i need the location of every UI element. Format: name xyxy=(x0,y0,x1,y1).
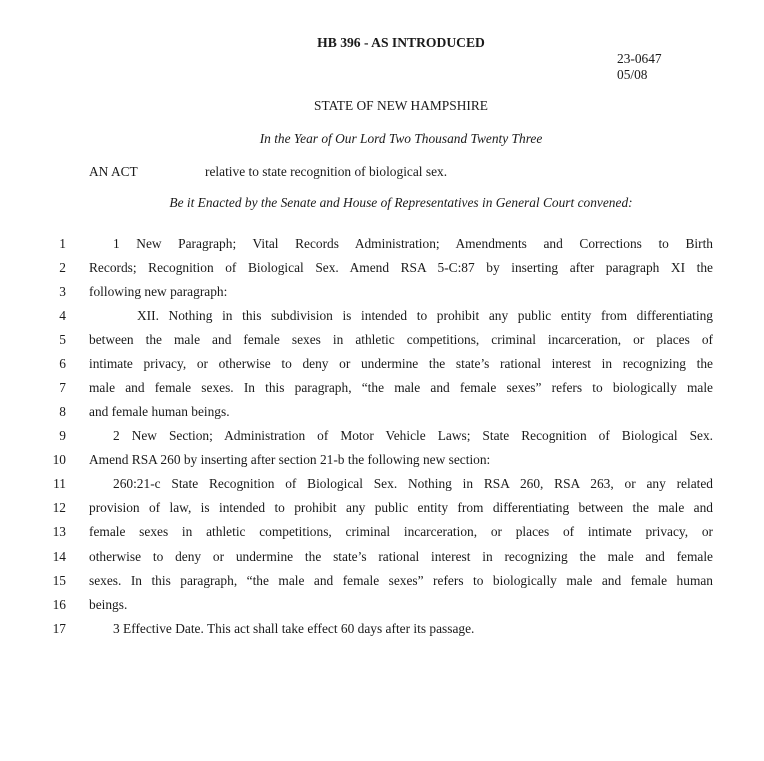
bill-text-line: sexes. In this paragraph, “the male and female sexes” refers to biologically male and female human xyxy=(89,573,713,588)
bill-text-line: 3 Effective Date. This act shall take effect 60 days after its passage. xyxy=(113,621,475,636)
line-number: 1 xyxy=(59,236,66,251)
bill-text-line: following new paragraph: xyxy=(89,284,228,299)
bill-text-line: female sexes in athletic competitions, criminal incarceration, or places of intimate privacy, or xyxy=(89,524,713,539)
line-number: 17 xyxy=(52,621,66,636)
bill-text-line: between the male and female sexes in athletic competitions, criminal incarceration, or places of xyxy=(89,332,713,347)
line-number: 10 xyxy=(52,452,66,467)
bill-text-line: provision of law, is intended to prohibit any public entity from differentiating between the male and xyxy=(89,500,713,515)
bill-text-line: otherwise to deny or undermine the state’s rational interest in recognizing the male and female xyxy=(89,549,713,564)
line-number: 2 xyxy=(59,260,66,275)
bill-text-line: and female human beings. xyxy=(89,404,230,419)
act-label: AN ACT xyxy=(89,164,138,179)
bill-text-line: 1 New Paragraph; Vital Records Administration; Amendments and Corrections to Birth xyxy=(113,236,713,251)
line-number: 6 xyxy=(59,356,66,371)
bill-text-line: beings. xyxy=(89,597,128,612)
line-number: 5 xyxy=(59,332,66,347)
bill-text-line: Records; Recognition of Biological Sex. Amend RSA 5-C:87 by inserting after paragraph XI the xyxy=(89,260,713,275)
doc-number: 23-0647 xyxy=(617,51,662,66)
act-description: relative to state recognition of biological sex. xyxy=(205,164,448,179)
line-number: 11 xyxy=(53,476,66,491)
bill-text-line: XII. Nothing in this subdivision is intended to prohibit any public entity from differentiating xyxy=(137,308,713,323)
line-number: 8 xyxy=(59,404,66,419)
bill-text-line: 260:21-c State Recognition of Biological Sex. Nothing in RSA 260, RSA 263, or any related xyxy=(113,476,713,491)
bill-text-line: male and female sexes. In this paragraph, “the male and female sexes” refers to biologically male xyxy=(89,380,713,395)
bill-text-line: Amend RSA 260 by inserting after section 21-b the following new section: xyxy=(89,452,491,467)
bill-text-line: 2 New Section; Administration of Motor Vehicle Laws; State Recognition of Biological Sex. xyxy=(113,428,713,443)
line-number: 3 xyxy=(59,284,66,299)
line-number: 9 xyxy=(59,428,66,443)
line-number: 7 xyxy=(59,380,66,395)
line-number: 14 xyxy=(52,549,66,564)
bill-text-line: intimate privacy, or otherwise to deny or undermine the state’s rational interest in recognizing the xyxy=(89,356,713,371)
line-number: 4 xyxy=(59,308,66,323)
doc-date: 05/08 xyxy=(617,67,648,82)
year-line: In the Year of Our Lord Two Thousand Twenty Three xyxy=(259,131,543,146)
line-number: 15 xyxy=(52,573,66,588)
line-number: 12 xyxy=(52,500,66,515)
enacting-clause: Be it Enacted by the Senate and House of Representatives in General Court convened: xyxy=(169,195,633,210)
line-number: 16 xyxy=(52,597,66,612)
state-heading: STATE OF NEW HAMPSHIRE xyxy=(314,98,488,113)
line-number: 13 xyxy=(52,524,66,539)
bill-title: HB 396 - AS INTRODUCED xyxy=(317,35,485,50)
